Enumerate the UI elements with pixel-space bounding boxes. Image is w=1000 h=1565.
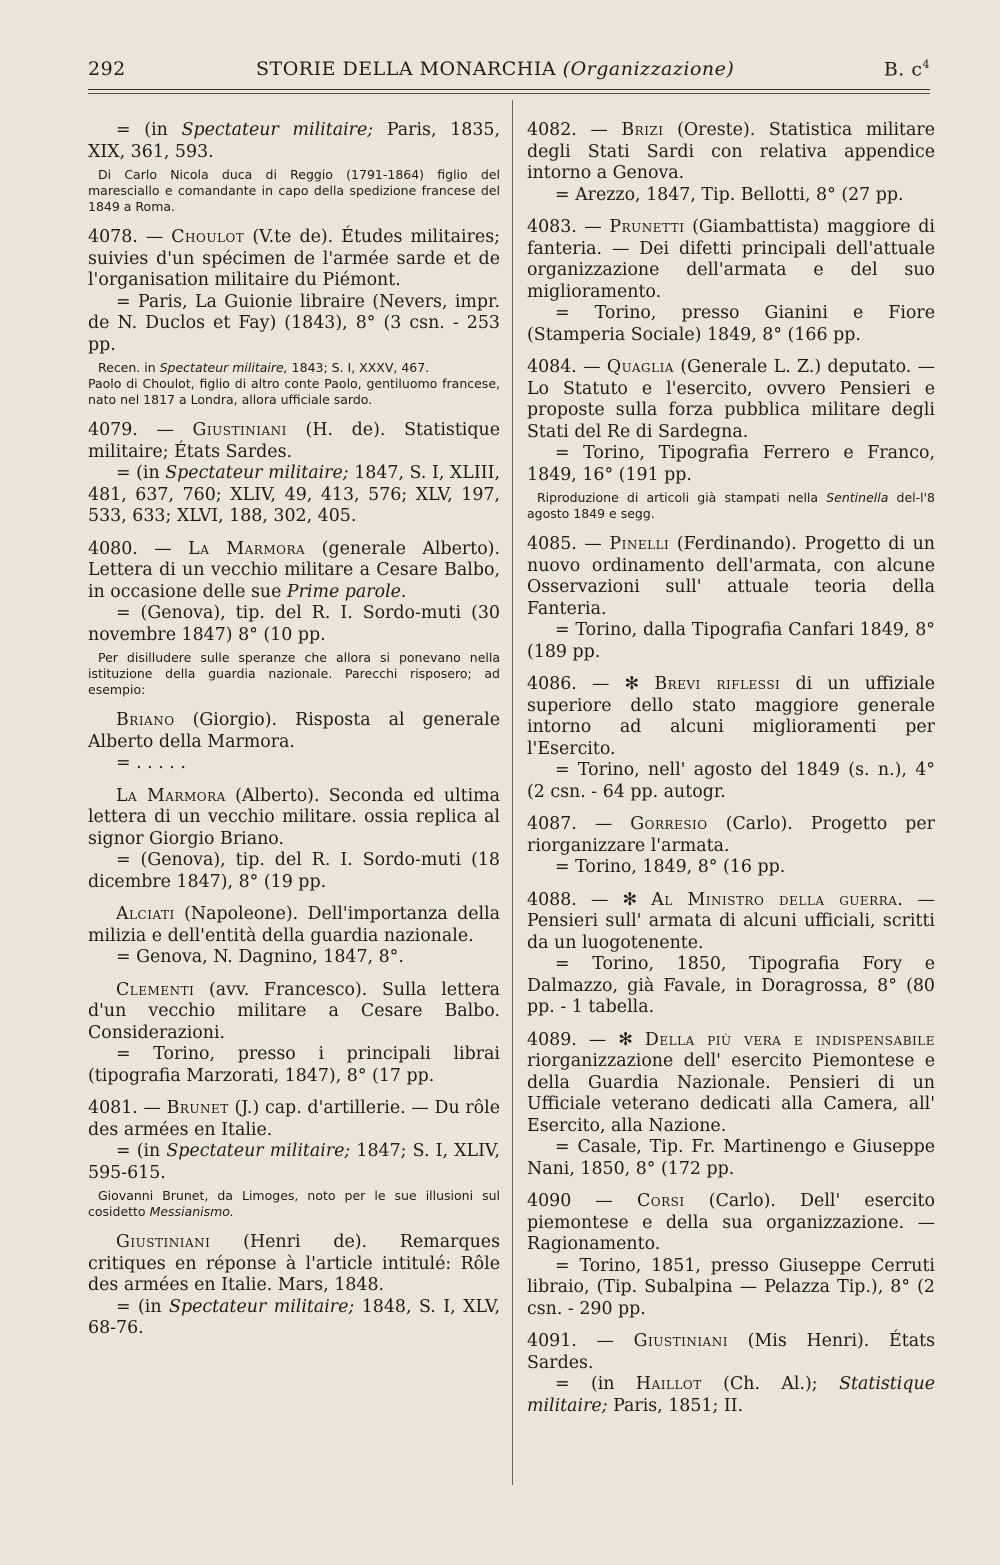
- entry-continued: [88, 120, 500, 215]
- sub-entry-briano: [88, 710, 500, 775]
- entry-publication: = Torino, 1849, 8° (16 pp.: [555, 857, 786, 877]
- sub-entry-alciati: [88, 904, 500, 969]
- running-section: (Organizzazione): [562, 58, 735, 80]
- entry-4090: [527, 1191, 935, 1320]
- author-name: Giustiniani: [116, 1232, 211, 1252]
- entry-4088: [527, 890, 935, 1019]
- entry-publication: = (in Spectateur militaire; 1847; S. I, XLIV, 595-615.: [88, 1141, 500, 1183]
- column-divider: [512, 100, 513, 1485]
- entry-note: Riproduzione di articoli già stampati nella Sentinella del-l'8 agosto 1849 e segg.: [527, 490, 935, 521]
- entry-4091: [527, 1331, 935, 1417]
- author-name: Brizi: [621, 120, 664, 140]
- entry-4080: [88, 539, 500, 699]
- header-rule-thin: [88, 93, 930, 94]
- entry-title: 4088. — ✻ Al Ministro della guerra. — Pensieri sull' armata di alcuni ufficiali, scritti da un luogotenente.: [527, 889, 935, 953]
- author-name: Pinelli: [609, 534, 670, 554]
- entry-publication: = Paris, La Guionie libraire (Nevers, impr. de N. Duclos et Fay) (1843), 8° (3 csn. - 253 pp.: [88, 291, 500, 355]
- entry-publication: = Arezzo, 1847, Tip. Bellotti, 8° (27 pp.: [555, 184, 904, 205]
- entry-note: Di Carlo Nicola duca di Reggio (1791-1864) figlio del maresciallo e comandante in capo della spedizione francese del 1849 a Roma.: [88, 167, 500, 214]
- author-name: La Marmora: [188, 538, 306, 559]
- entry-publication: = (Genova), tip. del R. I. Sordo-muti (18 dicembre 1847), 8° (19 pp.: [88, 850, 500, 892]
- entry-title: 4085. — Pinelli (Ferdinando). Progetto di un nuovo ordinamento dell'armata, con alcune Osservazioni sull' attuale teoria della Fanteria.: [527, 534, 935, 619]
- entry-note: Per disilludere sulle speranze che allora si ponevano nella istituzione della guardia nazionale. Parecchi risposero; ad esempio:: [88, 650, 500, 697]
- entry-title: 4087. — Gorresio (Carlo). Progetto per riorganizzare l'armata.: [527, 814, 936, 856]
- page-header: [88, 58, 930, 92]
- entry-publication: = (in Spectateur militaire; 1848, S. I, XLV, 68-76.: [88, 1296, 500, 1338]
- entry-4084: [527, 357, 935, 522]
- entry-publication: = Torino, presso Gianini e Fiore (Stamperia Sociale) 1849, 8° (166 pp.: [527, 303, 935, 345]
- entry-4079: [88, 420, 500, 528]
- author-name: Briano: [116, 710, 175, 730]
- entry-title: 4090 — Corsi (Carlo). Dell' esercito piemontese e della sua organizzazione. — Ragionamento.: [527, 1191, 935, 1254]
- author-name: Giustiniani: [633, 1331, 728, 1351]
- left-column: [88, 120, 500, 1351]
- author-name: Prunetti: [609, 217, 685, 237]
- entry-note: Recen. in Spectateur militaire, 1843; S. I, XXXV, 467. Paolo di Choulot, figlio di altro conte Paolo, gentiluomo francese, nato nel 1817 a Londra, allora ufficiale sardo.: [88, 360, 500, 407]
- author-name: Clementi: [116, 979, 195, 1000]
- entry-4082: [527, 120, 935, 206]
- entry-4086: [527, 674, 935, 803]
- entry-publication: = Torino, 1850, Tipografia Fory e Dalmazzo, già Favale, in Doragrossa, 8° (80 pp. - 1 tabella.: [527, 954, 935, 1017]
- entry-title: Alciati (Napoleone). Dell'importanza della milizia e dell'entità della guardia nazionale.: [88, 904, 500, 946]
- entry-title: 4081. — Brunet (J.) cap. d'artillerie. — Du rôle des armées en Italie.: [88, 1098, 500, 1140]
- author-name: Corsi: [637, 1191, 685, 1211]
- entry-title: 4089. — ✻ Della più vera e indispensabile riorganizzazione dell' esercito Piemontese e della Guardia Nazionale. Pensieri di un Ufficiale veterano dedicati alla Camera, all' Esercito, alla Nazione.: [527, 1029, 935, 1136]
- sub-entry-giustiniani: [88, 1232, 500, 1340]
- sub-entry-clementi: [88, 980, 500, 1088]
- entry-title: 4083. — Prunetti (Giambattista) maggiore di fanteria. — Dei difetti principali dell'attuale organizzazione dell'armata e del suo miglioramento.: [527, 217, 935, 302]
- running-title: STORIE DELLA MONARCHIA (Organizzazione): [256, 58, 735, 80]
- header-rule: [88, 89, 930, 90]
- entry-4081: [88, 1098, 500, 1220]
- entry-publication: = (Genova), tip. del R. I. Sordo-muti (30 novembre 1847) 8° (10 pp.: [88, 603, 500, 645]
- entry-publication: = Torino, 1851, presso Giuseppe Cerruti libraio, (Tip. Subalpina — Pelazza Tip.), 8° (2 csn. - 290 pp.: [527, 1255, 935, 1319]
- entry-4085: [527, 534, 935, 663]
- entry-4083: [527, 217, 935, 346]
- author-name: Choulot: [171, 227, 245, 247]
- title-caps: Brevi riflessi: [654, 674, 781, 694]
- entry-4087: [527, 814, 935, 879]
- entry-publication: = Genova, N. Dagnino, 1847, 8°.: [116, 947, 404, 967]
- entry-title: 4082. — Brizi (Oreste). Statistica militare degli Stati Sardi con relativa appendice intorno a Genova.: [527, 120, 936, 183]
- author-name: Gorresio: [630, 814, 708, 834]
- title-caps: Al Ministro della guerra.: [651, 889, 904, 910]
- page-number: 292: [88, 58, 126, 80]
- entry-title: Briano (Giorgio). Risposta al generale Alberto della Marmora.: [88, 710, 500, 752]
- entry-publication: = (in Haillot (Ch. Al.); Statistique militaire; Paris, 1851; II.: [527, 1374, 935, 1416]
- entry-publication: = (in Spectateur militaire; Paris, 1835, XIX, 361, 593.: [88, 120, 500, 162]
- entry-publication: = Torino, Tipografia Ferrero e Franco, 1849, 16° (191 pp.: [527, 443, 935, 485]
- right-column: [527, 120, 935, 1428]
- entry-publication: = Casale, Tip. Fr. Martinengo e Giuseppe Nani, 1850, 8° (172 pp.: [527, 1137, 935, 1179]
- entry-publication: = Torino, nell' agosto del 1849 (s. n.), 4° (2 csn. - 64 pp. autogr.: [527, 760, 935, 802]
- entry-title: 4078. — Choulot (V.te de). Études militaires; suivies d'un spécimen de l'armée sarde et de l'organisation militaire du Piémont.: [88, 227, 500, 290]
- author-name: Brunet: [166, 1098, 229, 1118]
- sub-entry-la-marmora: [88, 786, 500, 894]
- entry-title: 4086. — ✻ Brevi riflessi di un uffiziale superiore dello stato maggiore generale intorno ad alcuni miglioramenti per l'Esercito.: [527, 674, 935, 759]
- author-name: La Marmora: [116, 785, 226, 806]
- author-name: Giustiniani: [192, 420, 287, 440]
- entry-title: 4079. — Giustiniani (H. de). Statistique militaire; États Sardes.: [88, 420, 500, 462]
- entry-4078: [88, 227, 500, 408]
- entry-publication: = Torino, presso i principali librai (tipografia Marzorati, 1847), 8° (17 pp.: [88, 1044, 500, 1086]
- entry-title: La Marmora (Alberto). Seconda ed ultima lettera di un vecchio militare. ossia replica al signor Giorgio Briano.: [88, 785, 500, 849]
- signature-mark: B. $c^4$: [883, 58, 930, 81]
- author-name: Quaglia: [606, 357, 674, 377]
- entry-title: Giustiniani (Henri de). Remarques critiques en réponse à l'article intitulé: Rôle des armées en Italie. Mars, 1848.: [88, 1232, 500, 1295]
- entry-title: 4084. — Quaglia (Generale L. Z.) deputato. — Lo Statuto e l'esercito, ovvero Pensieri e proposte sulla forza pubblica militare degli Stati del Re di Sardegna.: [527, 357, 935, 442]
- entry-title: 4091. — Giustiniani (Mis Henri). États Sardes.: [527, 1331, 935, 1373]
- entry-title: 4080. — La Marmora (generale Alberto). Lettera di un vecchio militare a Cesare Balbo, in occasione delle sue Prime parole.: [88, 538, 500, 602]
- entry-publication: = Torino, dalla Tipografia Canfari 1849, 8° (189 pp.: [527, 620, 935, 662]
- entry-publication: = . . . . .: [116, 753, 186, 773]
- entry-publication: = (in Spectateur militaire; 1847, S. I, XLIII, 481, 637, 760; XLIV, 49, 413, 576; XLV, 197, 533, 633; XLVI, 188, 302, 405.: [88, 463, 500, 526]
- entry-note: Giovanni Brunet, da Limoges, noto per le sue illusioni sul cosidetto Messianismo.: [88, 1188, 500, 1219]
- author-name: Alciati: [116, 904, 175, 924]
- entry-title: Clementi (avv. Francesco). Sulla lettera d'un vecchio militare a Cesare Balbo. Considerazioni.: [88, 979, 500, 1043]
- entry-4089: [527, 1030, 935, 1181]
- title-caps: Della più vera e indispensabile: [644, 1029, 935, 1050]
